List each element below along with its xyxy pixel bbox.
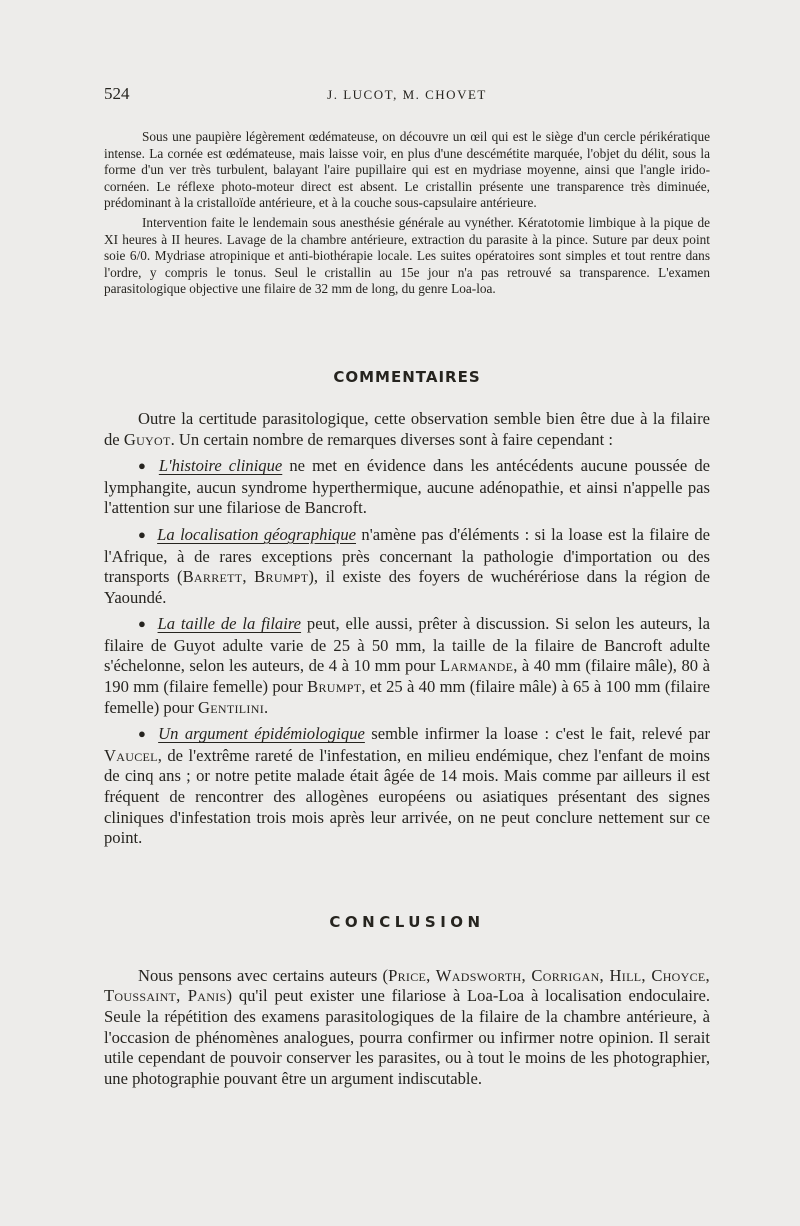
author-name: Brumpt (254, 567, 309, 587)
bullet-paragraph: ● La taille de la filaire peut, elle aussi, prêter à discussion. Si selon les auteurs, la filaire de Guyot adulte varie de 25 à 50 mm, la taille de la filaire de Bancroft adulte s'échelonne, selon les auteurs, de 4 à 10 mm pour Larmande, à 40 mm (filaire mâle), 80 à 190 mm (filaire femelle) pour Brumpt, et 25 à 40 mm (filaire mâle) à 65 à 100 mm (filaire femelle) pour Gentilini. (104, 614, 711, 717)
author-names: Price, Wadsworth, Corrigan, Hill, Choyce, Toussaint, Panis (104, 965, 710, 1006)
bullet-icon: ● (138, 458, 149, 474)
section-title-conclusion: CONCLUSION (329, 912, 485, 931)
bullet-icon: ● (138, 726, 149, 742)
bullet-lead: Un argument épidémiologique (158, 724, 365, 744)
bullet-paragraph: ● La localisation géographique n'amène pas d'éléments : si la loase est la filaire de l'Afrique, à de rares exceptions près concernant la pathologie d'importation ou des transports (Barrett, Brumpt), il existe des foyers de wuchérériose dans la région de Yaoundé. (104, 524, 711, 607)
conclusion-paragraph: Nous pensons avec certains auteurs (Price, Wadsworth, Corrigan, Hill, Choyce, Toussaint, Panis) qu'il peut exister une filariose à Loa-Loa à localisation endoculaire. Seule la répétition des examens parasitologiques de la filaire de la chambre antérieure, à l'occasion de phénomènes analogues, pourra confirmer ou infirmer notre opinion. Il serait utile cependant de pouvoir conserver les parasites, ou à tout le moins de les photographier, une photographie pouvant être un argument indiscutable. (104, 965, 710, 1088)
author-name: Guyot (123, 429, 171, 449)
author-name: Brumpt (307, 677, 362, 697)
bullet-icon: ● (138, 526, 148, 542)
author-name: Gentilini (198, 697, 264, 717)
running-head (104, 84, 710, 110)
conclusion-body (104, 966, 710, 1090)
observation-text (104, 129, 710, 298)
bullet-lead: La localisation géographique (157, 524, 357, 544)
bullet-lead: La taille de la filaire (157, 614, 302, 634)
intro-paragraph: Outre la certitude parasitologique, cette observation semble bien être due à la filaire de Guyot. Un certain nombre de remarques diverses sont à faire cependant : (104, 408, 710, 449)
bullet-lead: L'histoire clinique (158, 456, 283, 476)
bullet-icon: ● (138, 616, 148, 632)
commentaires-body (104, 409, 710, 849)
page-number: 524 (104, 84, 130, 103)
author-name: Barrett (182, 567, 243, 587)
observation-paragraph: Sous une paupière légèrement œdémateuse, on découvre un œil qui est le siège d'un cercle périkératique intense. La cornée est œdémateuse, mais laisse voir, en plus d'une descémétite marquée, l'objet du délit, sous la forme d'un ver très turbulent, balayant l'aire pupillaire qui est en mydriase moyenne, ainsi que l'angle irido-cornéen. Le réflexe photo-moteur direct est absent. Le cristallin présente une transparence très diminuée, prédominant à la cristalloïde antérieure, et à la couche sous-capsulaire antérieure. (104, 129, 710, 211)
bullet-paragraph: ● Un argument épidémiologique semble infirmer la loase : c'est le fait, relevé par Vaucel, de l'extrême rareté de l'infestation, en milieu endémique, chez l'enfant de moins de cinq ans ; or notre petite malade était âgée de 14 mois. Mais comme par ailleurs il est fréquent de rencontrer des allogènes européens ou asiatiques présentant des signes cliniques d'infestation trois mois après leur arrivée, on ne peut conclure nettement sur ce point. (104, 724, 710, 848)
journal-page (104, 84, 710, 1089)
section-title-commentaires: COMMENTAIRES (333, 367, 481, 386)
bullet-paragraph: ● L'histoire clinique ne met en évidence dans les antécédents aucune poussée de lymphangite, aucun syndrome hyperthermique, aucune adénopathie, et ainsi n'appelle pas l'attention sur une filariose de Bancroft. (104, 456, 710, 518)
author-name: Larmande (440, 656, 514, 676)
observation-paragraph: Intervention faite le lendemain sous anesthésie générale au vynéther. Kératotomie limbique à la pique de XI heures à II heures. Lavage de la chambre antérieure, extraction du parasite à la pince. Suture par deux point soie 6/0. Mydriase atropinique et anti-biothérapie locale. Les suites opératoires sont simples et tout rentre dans l'ordre, y compris le tonus. Seul le cristallin au 15e jour n'a pas retrouvé sa transparence. L'examen parasitologique objective une filaire de 32 mm de long, du genre Loa-loa. (104, 214, 710, 297)
running-authors: J. LUCOT, M. CHOVET (327, 87, 487, 102)
author-name: Vaucel (104, 745, 158, 765)
